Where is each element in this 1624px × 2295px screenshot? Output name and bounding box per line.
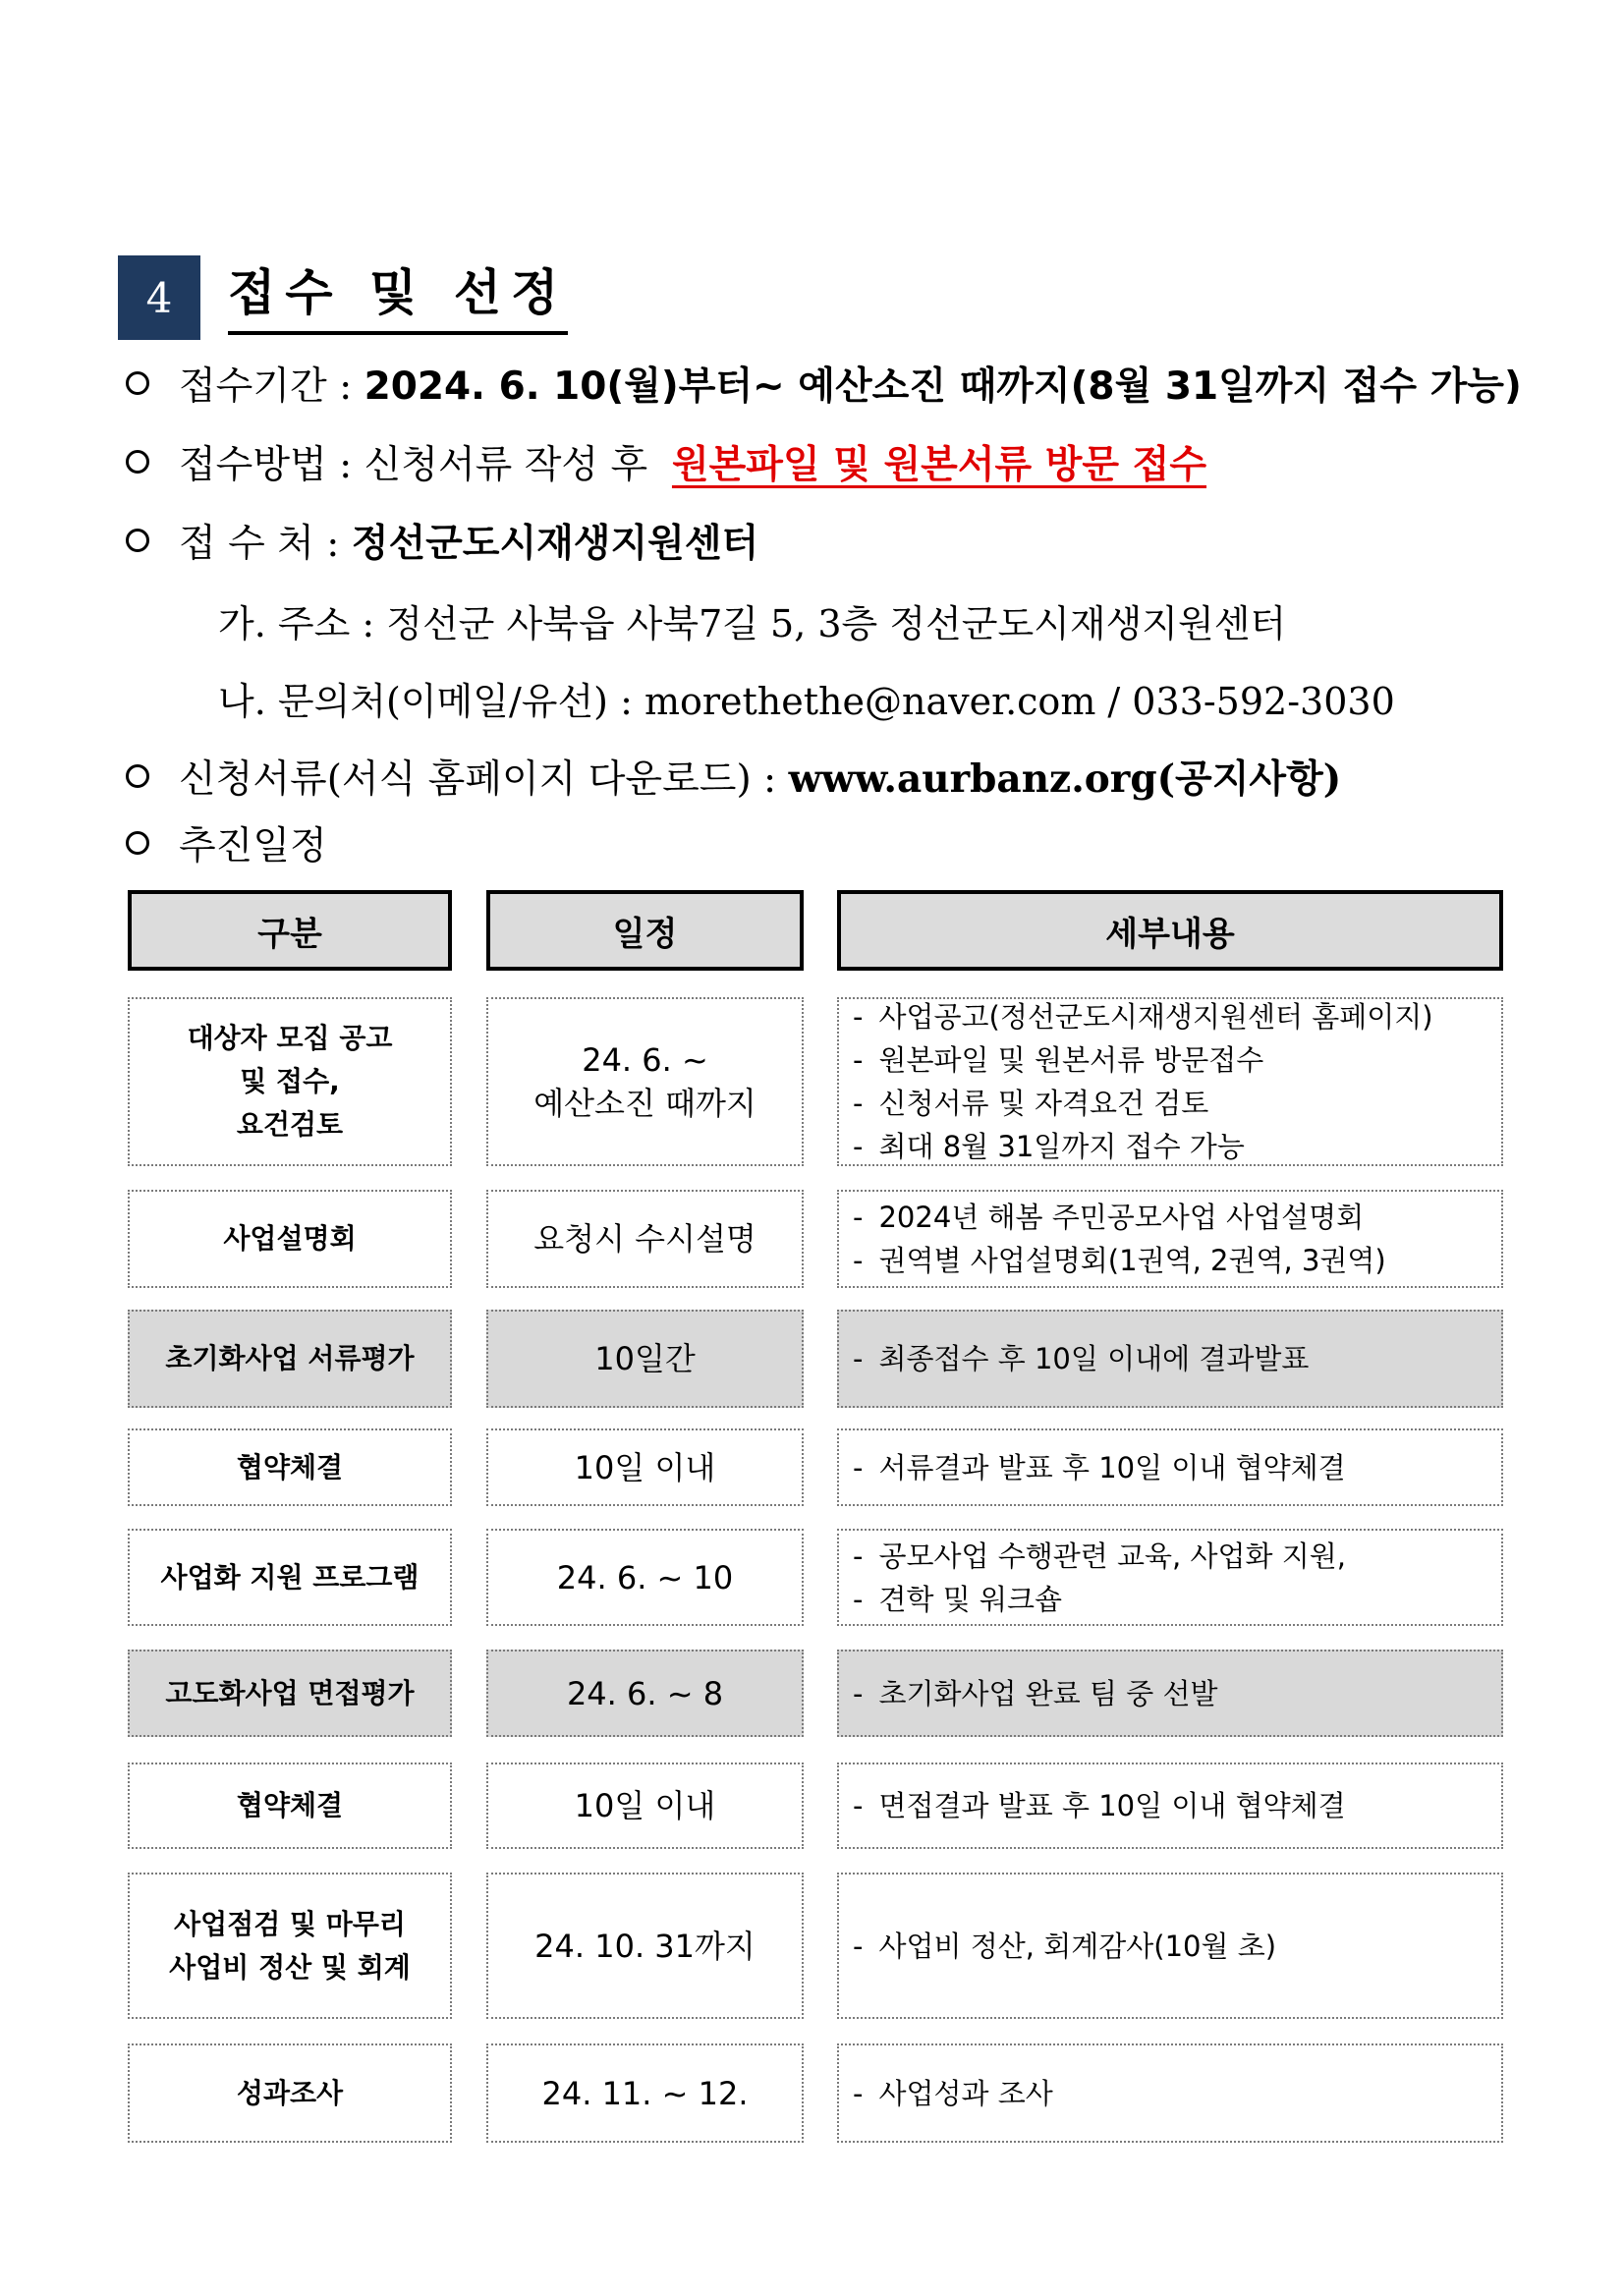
details-item bbox=[853, 1446, 1346, 1489]
period-line bbox=[126, 356, 1522, 411]
schedule-text: 24. 11. ~ 12. bbox=[541, 2074, 749, 2112]
header-details: 세부내용 bbox=[837, 890, 1503, 971]
details-text: 원본파일 및 원본서류 방문접수 bbox=[878, 1043, 1264, 1077]
row-schedule bbox=[486, 1310, 804, 1408]
dash-icon: - bbox=[853, 1676, 864, 1710]
details-item bbox=[853, 1125, 1433, 1168]
dash-icon: - bbox=[853, 1000, 864, 1034]
section-number: 4 bbox=[118, 255, 200, 340]
row-schedule bbox=[486, 997, 804, 1166]
method-line bbox=[126, 434, 1206, 489]
schedule-text: 24. 6. ~ 예산소진 때까지 bbox=[533, 1041, 756, 1122]
dash-icon: - bbox=[853, 1539, 864, 1573]
docs-line bbox=[126, 749, 1341, 804]
address-line: 가. 주소 : 정선군 사북읍 사북7길 5, 3층 정선군도시재생지원센터 bbox=[218, 602, 1287, 645]
row-category bbox=[128, 1310, 452, 1408]
docs-label: 신청서류(서식 홈페이지 다운로드) : bbox=[179, 757, 777, 802]
section-title: 접수 및 선정 bbox=[228, 260, 568, 335]
details-list bbox=[853, 1446, 1346, 1489]
schedule-text: 24. 6. ~ 10 bbox=[556, 1558, 734, 1596]
category-text: 초기화사업 서류평가 bbox=[165, 1342, 415, 1374]
row-schedule bbox=[486, 1873, 804, 2019]
details-item bbox=[853, 1082, 1433, 1125]
dash-icon: - bbox=[853, 1130, 864, 1163]
dash-icon: - bbox=[853, 1342, 864, 1375]
details-text: 신청서류 및 자격요건 검토 bbox=[878, 1087, 1209, 1120]
row-category bbox=[128, 1763, 452, 1849]
header-schedule: 일정 bbox=[486, 890, 804, 971]
details-text: 초기화사업 완료 팀 중 선발 bbox=[878, 1676, 1218, 1710]
circle-bullet-icon bbox=[126, 529, 149, 552]
row-schedule bbox=[486, 1529, 804, 1626]
place-line bbox=[126, 513, 758, 568]
row-details bbox=[837, 1428, 1503, 1506]
header-category: 구분 bbox=[128, 890, 452, 971]
category-text: 대상자 모집 공고 및 접수, 요건검토 bbox=[187, 1022, 393, 1141]
dash-icon: - bbox=[853, 1244, 864, 1277]
row-details bbox=[837, 1650, 1503, 1737]
row-details bbox=[837, 1763, 1503, 1849]
schedule-text: 요청시 수시설명 bbox=[533, 1220, 756, 1258]
dash-icon: - bbox=[853, 1789, 864, 1822]
details-item bbox=[853, 1535, 1346, 1578]
place-value: 정선군도시재생지원센터 bbox=[351, 522, 759, 566]
details-list bbox=[853, 995, 1433, 1168]
details-item bbox=[853, 2072, 1053, 2115]
docs-value: www.aurbanz.org(공지사항) bbox=[788, 756, 1342, 802]
row-details bbox=[837, 2043, 1503, 2143]
row-category bbox=[128, 1190, 452, 1288]
details-text: 2024년 해봄 주민공모사업 사업설명회 bbox=[878, 1201, 1365, 1234]
details-item bbox=[853, 1239, 1386, 1282]
circle-bullet-icon bbox=[126, 371, 149, 395]
category-text: 사업점검 및 마무리 사업비 정산 및 회계 bbox=[169, 1907, 411, 1984]
schedule-text: 10일 이내 bbox=[574, 1448, 716, 1486]
row-schedule bbox=[486, 1763, 804, 1849]
details-item bbox=[853, 1038, 1433, 1082]
category-text: 사업설명회 bbox=[223, 1222, 357, 1255]
details-text: 서류결과 발표 후 10일 이내 협약체결 bbox=[878, 1450, 1346, 1484]
contact-value: morethethe@naver.com / 033-592-3030 bbox=[644, 680, 1395, 723]
row-schedule bbox=[486, 1428, 804, 1506]
dash-icon: - bbox=[853, 1043, 864, 1077]
dash-icon: - bbox=[853, 1450, 864, 1484]
details-list bbox=[853, 1196, 1386, 1282]
details-text: 사업성과 조사 bbox=[878, 2076, 1053, 2110]
details-text: 견학 및 워크숍 bbox=[878, 1582, 1062, 1616]
details-text: 공모사업 수행관련 교육, 사업화 지원, bbox=[878, 1539, 1346, 1573]
row-schedule bbox=[486, 2043, 804, 2143]
details-text: 면접결과 발표 후 10일 이내 협약체결 bbox=[878, 1789, 1346, 1822]
dash-icon: - bbox=[853, 1087, 864, 1120]
dash-icon: - bbox=[853, 1929, 864, 1963]
row-schedule bbox=[486, 1190, 804, 1288]
place-label: 접 수 처 : bbox=[179, 522, 340, 566]
details-item bbox=[853, 995, 1433, 1038]
row-category bbox=[128, 1873, 452, 2019]
details-list bbox=[853, 1672, 1218, 1715]
details-list bbox=[853, 1337, 1309, 1380]
dash-icon: - bbox=[853, 1201, 864, 1234]
category-text: 협약체결 bbox=[236, 1450, 344, 1483]
circle-bullet-icon bbox=[126, 764, 149, 788]
details-item bbox=[853, 1337, 1309, 1380]
dash-icon: - bbox=[853, 2076, 864, 2110]
details-text: 최종접수 후 10일 이내에 결과발표 bbox=[878, 1342, 1310, 1375]
details-text: 사업비 정산, 회계감사(10월 초) bbox=[878, 1929, 1277, 1963]
row-category bbox=[128, 2043, 452, 2143]
schedule-text: 10일간 bbox=[594, 1340, 696, 1377]
period-label: 접수기간 : bbox=[179, 364, 353, 409]
details-item bbox=[853, 1925, 1276, 1968]
schedule-text: 10일 이내 bbox=[574, 1787, 716, 1824]
schedule-text: 24. 10. 31까지 bbox=[534, 1927, 756, 1965]
row-details bbox=[837, 1529, 1503, 1626]
row-schedule bbox=[486, 1650, 804, 1737]
category-text: 협약체결 bbox=[236, 1789, 344, 1821]
period-value: 2024. 6. 10(월)부터~ 예산소진 때까지(8월 31일까지 접수 가능) bbox=[364, 364, 1522, 409]
circle-bullet-icon bbox=[126, 450, 149, 474]
row-details bbox=[837, 1310, 1503, 1408]
row-details bbox=[837, 997, 1503, 1166]
category-text: 사업화 지원 프로그램 bbox=[160, 1560, 420, 1594]
contact-label: 나. 문의처(이메일/유선) : bbox=[218, 680, 633, 723]
row-details bbox=[837, 1190, 1503, 1288]
details-list bbox=[853, 1925, 1276, 1968]
section-heading bbox=[118, 255, 568, 340]
details-text: 권역별 사업설명회(1권역, 2권역, 3권역) bbox=[878, 1244, 1386, 1277]
details-list bbox=[853, 1535, 1346, 1621]
contact-line bbox=[218, 671, 1395, 725]
schedule-line bbox=[126, 815, 327, 870]
row-details bbox=[837, 1873, 1503, 2019]
row-category bbox=[128, 1650, 452, 1737]
details-text: 최대 8월 31일까지 접수 가능 bbox=[878, 1130, 1245, 1163]
category-text: 고도화사업 면접평가 bbox=[165, 1676, 415, 1709]
dash-icon: - bbox=[853, 1582, 864, 1616]
row-category bbox=[128, 1428, 452, 1506]
details-list bbox=[853, 2072, 1053, 2115]
method-highlight: 원본파일 및 원본서류 방문 접수 bbox=[671, 443, 1207, 487]
details-item bbox=[853, 1578, 1346, 1621]
row-category bbox=[128, 1529, 452, 1626]
schedule-text: 24. 6. ~ 8 bbox=[566, 1674, 724, 1712]
method-label: 접수방법 : 신청서류 작성 후 bbox=[179, 443, 648, 487]
details-item bbox=[853, 1672, 1218, 1715]
details-item bbox=[853, 1196, 1386, 1239]
schedule-label: 추진일정 bbox=[179, 824, 327, 868]
details-list bbox=[853, 1784, 1346, 1827]
row-category bbox=[128, 997, 452, 1166]
circle-bullet-icon bbox=[126, 831, 149, 855]
category-text: 성과조사 bbox=[236, 2076, 344, 2109]
details-text: 사업공고(정선군도시재생지원센터 홈페이지) bbox=[878, 1000, 1433, 1034]
details-item bbox=[853, 1784, 1346, 1827]
